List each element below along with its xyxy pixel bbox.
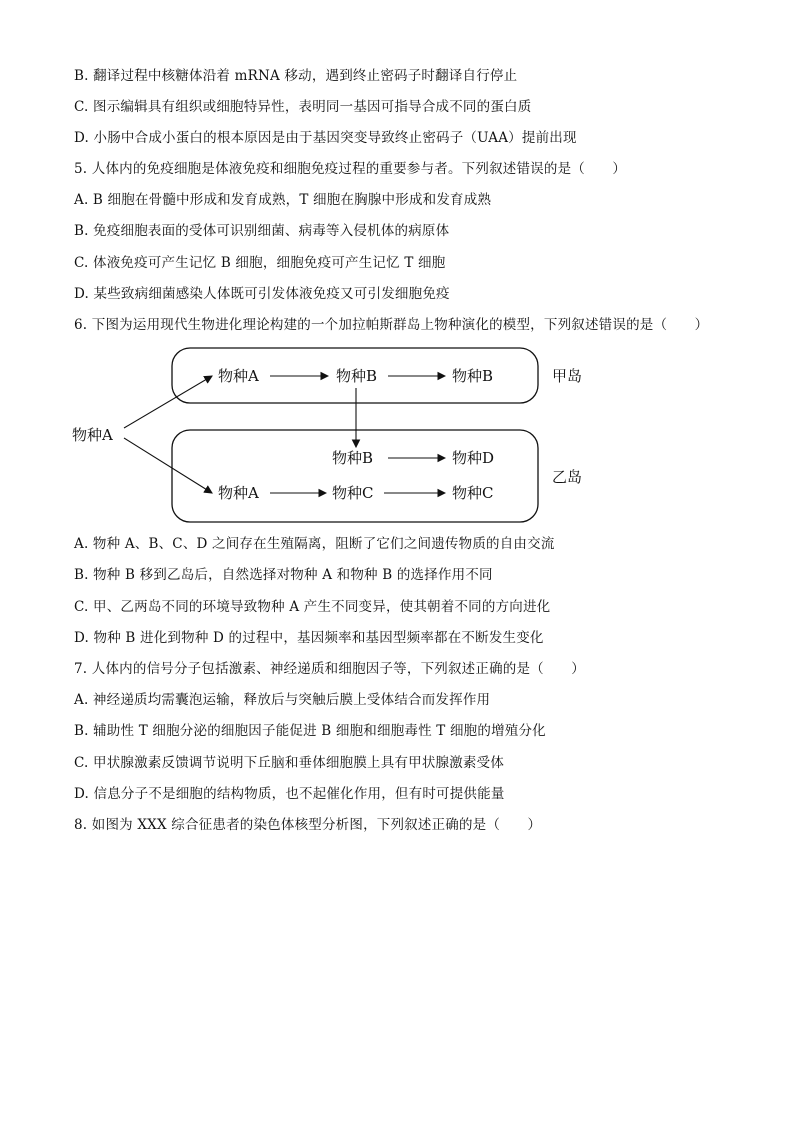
- jia-species-a: 物种A: [218, 367, 259, 385]
- arrow-source-to-yi: [124, 438, 212, 493]
- yi-species-c-1: 物种C: [332, 484, 374, 502]
- option-5b: B. 免疫细胞表面的受体可识别细菌、病毒等入侵机体的病原体: [74, 223, 450, 239]
- option-7b: B. 辅助性 T 细胞分泌的细胞因子能促进 B 细胞和细胞毒性 T 细胞的增殖分化: [74, 723, 546, 739]
- option-7d: D. 信息分子不是细胞的结构物质，也不起催化作用，但有时可提供能量: [74, 786, 505, 802]
- option-6c: C. 甲、乙两岛不同的环境导致物种 A 产生不同变异，使其朝着不同的方向进化: [74, 599, 551, 615]
- yi-species-b: 物种B: [332, 449, 374, 467]
- option-7a: A. 神经递质均需囊泡运输，释放后与突触后膜上受体结合而发挥作用: [74, 692, 491, 708]
- option-6b: B. 物种 B 移到乙岛后，自然选择对物种 A 和物种 B 的选择作用不同: [74, 567, 493, 583]
- yi-species-d: 物种D: [452, 449, 495, 467]
- source-species-label: 物种A: [72, 426, 113, 444]
- yi-species-a: 物种A: [218, 484, 259, 502]
- speciation-diagram: [60, 340, 620, 530]
- option-5a: A. B 细胞在骨髓中形成和发育成熟，T 细胞在胸腺中形成和发育成熟: [74, 192, 492, 208]
- option-4d: D. 小肠中合成小蛋白的根本原因是由于基因突变导致终止密码子（UAA）提前出现: [74, 130, 577, 146]
- option-4b: B. 翻译过程中核糖体沿着 mRNA 移动，遇到终止密码子时翻译自行停止: [74, 68, 518, 84]
- option-4c: C. 图示编辑具有组织或细胞特异性，表明同一基因可指导合成不同的蛋白质: [74, 99, 532, 115]
- option-6d: D. 物种 B 进化到物种 D 的过程中，基因频率和基因型频率都在不断发生变化: [74, 630, 544, 646]
- question-7-stem: 7. 人体内的信号分子包括激素、神经递质和细胞因子等，下列叙述正确的是（ ）: [74, 661, 585, 677]
- jia-species-b-2: 物种B: [452, 367, 494, 385]
- option-6a: A. 物种 A、B、C、D 之间存在生殖隔离，阻断了它们之间遗传物质的自由交流: [74, 536, 555, 552]
- island-yi-box: [172, 430, 538, 522]
- jia-species-b-1: 物种B: [336, 367, 378, 385]
- question-8-stem: 8. 如图为 XXX 综合征患者的染色体核型分析图，下列叙述正确的是（ ）: [74, 817, 542, 833]
- question-6-stem: 6. 下图为运用现代生物进化理论构建的一个加拉帕斯群岛上物种演化的模型，下列叙述错误的是（ ）: [74, 317, 709, 333]
- yi-species-c-2: 物种C: [452, 484, 494, 502]
- option-5c: C. 体液免疫可产生记忆 B 细胞，细胞免疫可产生记忆 T 细胞: [74, 255, 446, 271]
- option-5d: D. 某些致病细菌感染人体既可引发体液免疫又可引发细胞免疫: [74, 286, 450, 302]
- island-jia-label: 甲岛: [552, 367, 583, 385]
- arrow-source-to-jia: [124, 376, 212, 428]
- option-7c: C. 甲状腺激素反馈调节说明下丘脑和垂体细胞膜上具有甲状腺激素受体: [74, 755, 505, 771]
- island-yi-label: 乙岛: [552, 468, 583, 486]
- question-5-stem: 5. 人体内的免疫细胞是体液免疫和细胞免疫过程的重要参与者。下列叙述错误的是（ ）: [74, 161, 627, 177]
